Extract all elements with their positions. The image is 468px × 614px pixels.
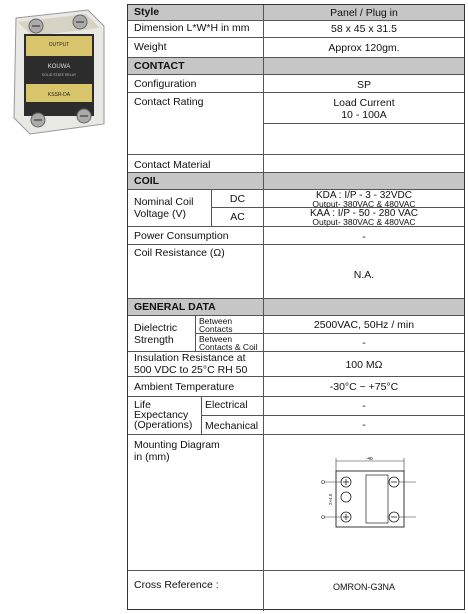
between-contacts-line1: Between <box>199 316 233 326</box>
electrical-label: Electrical <box>202 397 264 416</box>
coil-header <box>128 173 464 190</box>
style-value: Panel / Plug in <box>330 7 398 19</box>
mounting-row <box>128 435 464 571</box>
contact-section-title: CONTACT <box>128 58 264 74</box>
nominal-coil-label-line2: Voltage (V) <box>134 208 186 220</box>
photo-brand-text: KOUWA <box>47 64 71 70</box>
insulation-row <box>128 352 464 377</box>
diagram-pitch-label: 2×4.5 <box>328 493 333 505</box>
dimension-value: 58 x 45 x 31.5 <box>331 23 397 35</box>
diagram-width-label: 48 <box>367 457 373 462</box>
power-value: - <box>362 231 366 243</box>
mounting-label-line2: in (mm) <box>134 451 170 463</box>
between-coil-line1: Between <box>199 334 233 344</box>
insulation-label-line2: 500 VDC to 25°C RH 50 <box>134 364 248 376</box>
configuration-row <box>128 75 464 93</box>
general-header <box>128 299 464 316</box>
mechanical-label: Mechanical <box>202 416 264 435</box>
contact-rating-line2: 10 - 100A <box>341 109 387 121</box>
spec-table <box>127 4 465 610</box>
photo-model-text: KSSR-DA <box>47 92 71 98</box>
ambient-label: Ambient Temperature <box>128 377 264 396</box>
dielectric-label-line2: Strength <box>134 334 174 346</box>
ac-value-line2: Output- 380VAC & 480VAC <box>312 217 416 227</box>
photo-small-text: SOLID STATE RELAY <box>41 73 77 77</box>
weight-label: Weight <box>128 38 264 57</box>
contact-material-label: Contact Material <box>128 155 264 172</box>
life-label-line3: (Operations) <box>134 419 193 431</box>
mounting-diagram <box>294 457 424 537</box>
life-expectancy-row <box>128 397 464 435</box>
mechanical-value: - <box>362 419 366 431</box>
coil-resistance-value: N.A. <box>353 269 375 281</box>
contact-header <box>128 58 464 75</box>
style-row <box>128 5 464 21</box>
configuration-value: SP <box>356 79 371 91</box>
coil-resistance-label: Coil Resistance (Ω) <box>128 245 264 298</box>
cross-reference-row <box>128 571 464 611</box>
power-label: Power Consumption <box>128 227 264 244</box>
nominal-coil-label-line1: Nominal Coil <box>134 196 194 208</box>
dc-label: DC <box>212 190 264 208</box>
style-label: Style <box>128 5 264 20</box>
life-label-line2: Expectancy <box>134 409 189 421</box>
coil-section-title: COIL <box>128 173 264 189</box>
weight-value: Approx 120gm. <box>328 42 400 54</box>
between-coil-value: - <box>362 337 366 349</box>
photo-top-text: OUTPUT <box>48 42 70 48</box>
configuration-label: Configuration <box>128 75 264 92</box>
between-contacts-value: 2500VAC, 50Hz / min <box>264 316 464 334</box>
insulation-label-line1: Insulation Resistance at <box>134 352 246 364</box>
weight-row <box>128 38 464 58</box>
ambient-value: -30°C ~ +75°C <box>329 381 399 393</box>
dc-value-line1: KDA : I/P - 3 - 32VDC <box>316 190 412 201</box>
contact-material-row <box>128 155 464 173</box>
ac-label: AC <box>212 208 264 227</box>
dielectric-label-line1: Dielectric <box>134 322 178 334</box>
contact-rating-row <box>128 93 464 155</box>
cross-reference-value: OMRON-G3NA <box>332 582 395 592</box>
life-label-line1: Life <box>134 399 151 411</box>
ambient-row <box>128 377 464 397</box>
between-coil-line2: Contacts & Coil <box>199 342 258 352</box>
contact-rating-label: Contact Rating <box>128 93 264 154</box>
dielectric-row <box>128 316 464 352</box>
coil-resistance-row <box>128 245 464 299</box>
ac-value-line1: KAA : I/P - 50 - 280 VAC <box>309 208 419 219</box>
insulation-value: 100 MΩ <box>345 359 383 371</box>
contact-rating-line1: Load Current <box>333 97 395 109</box>
nominal-coil-row <box>128 190 464 227</box>
cross-reference-label: Cross Reference : <box>128 571 264 611</box>
dc-value-line2: Output- 380VAC & 480VAC <box>312 199 416 209</box>
between-contacts-line2: Contacts <box>199 324 233 334</box>
general-section-title: GENERAL DATA <box>128 299 264 315</box>
dimension-label: Dimension L*W*H in mm <box>128 21 264 37</box>
dimension-row <box>128 21 464 38</box>
mounting-label-line1: Mounting Diagram <box>134 439 220 451</box>
electrical-value: - <box>264 397 464 416</box>
relay-photo <box>8 6 108 138</box>
power-row <box>128 227 464 245</box>
